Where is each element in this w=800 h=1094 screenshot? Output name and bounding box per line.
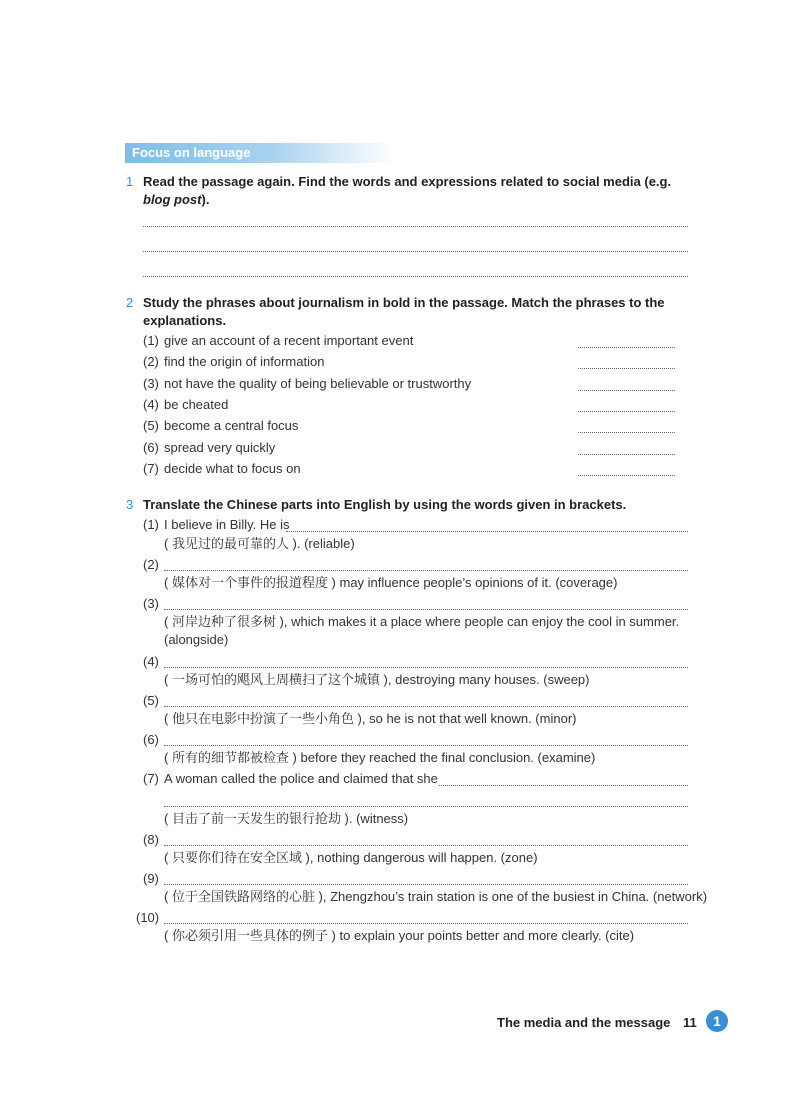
- q2-item-label: (1): [143, 333, 159, 348]
- answer-line-q1-1[interactable]: [143, 226, 688, 227]
- q2-answer-line[interactable]: [578, 347, 675, 348]
- q3-answer-line[interactable]: [164, 745, 688, 746]
- q3-item-lead: I believe in Billy. He is: [164, 517, 290, 532]
- q2-item-text: decide what to focus on: [164, 461, 301, 476]
- q3-answer-line[interactable]: [439, 785, 688, 786]
- question-1-text: [143, 173, 688, 209]
- q2-answer-line[interactable]: [578, 411, 675, 412]
- q3-item-label: (2): [143, 557, 159, 572]
- q2-item-label: (4): [143, 397, 159, 412]
- q2-item-text: spread very quickly: [164, 440, 276, 455]
- page-number: 11: [683, 1015, 697, 1030]
- q3-answer-line[interactable]: [286, 531, 688, 532]
- q2-item-label: (6): [143, 440, 159, 455]
- q2-item-label: (5): [143, 418, 159, 433]
- q3-answer-line[interactable]: [164, 667, 688, 668]
- section-title: Focus on language: [132, 145, 251, 160]
- q3-item-label: (1): [143, 517, 159, 532]
- q3-item-label: (7): [143, 771, 159, 786]
- q3-answer-line[interactable]: [164, 806, 688, 807]
- q3-item-label: (4): [143, 654, 159, 669]
- q3-hint: ( 所有的细节都被检查 ) before they reached the final conclusion. (examine): [164, 750, 596, 765]
- question-1-text-end: ).: [201, 192, 210, 207]
- q3-answer-line[interactable]: [164, 923, 688, 924]
- q2-item-label: (2): [143, 354, 159, 369]
- q3-item-label: (10): [136, 910, 160, 925]
- answer-line-q1-3[interactable]: [143, 276, 688, 277]
- q3-hint-continued: (alongside): [164, 632, 229, 647]
- q3-hint: ( 一场可怕的飓风上周横扫了这个城镇 ), destroying many houses. (sweep): [164, 672, 590, 687]
- q3-hint: ( 只要你们待在安全区域 ), nothing dangerous will happen. (zone): [164, 850, 538, 865]
- question-2-text: Study the phrases about journalism in bold in the passage. Match the phrases to the explanations.: [143, 295, 665, 328]
- q3-answer-line[interactable]: [164, 609, 688, 610]
- q3-answer-line[interactable]: [164, 570, 688, 571]
- q2-item-text: find the origin of information: [164, 354, 325, 369]
- q3-hint: ( 他只在电影中扮演了一些小角色 ), so he is not that well known. (minor): [164, 711, 577, 726]
- q3-item-label: (3): [143, 596, 159, 611]
- q3-item-label: (9): [143, 871, 159, 886]
- unit-badge: 1: [706, 1010, 728, 1032]
- question-1-text-a: Read the passage again. Find the words and expressions related to social media (e.g.: [143, 174, 672, 189]
- q3-hint: ( 你必须引用一些具体的例子 ) to explain your points better and more clearly. (cite): [164, 928, 635, 943]
- q2-item-label: (3): [143, 376, 159, 391]
- question-1-number: 1: [126, 174, 134, 189]
- q2-answer-line[interactable]: [578, 454, 675, 455]
- q3-answer-line[interactable]: [164, 845, 688, 846]
- q3-item-lead: A woman called the police and claimed that she: [164, 771, 438, 786]
- q2-item-label: (7): [143, 461, 159, 476]
- q2-item-text: not have the quality of being believable or trustworthy: [164, 376, 472, 391]
- q3-hint: ( 我见过的最可靠的人 ). (reliable): [164, 536, 355, 551]
- footer-unit-title: The media and the message: [497, 1015, 671, 1030]
- q2-answer-line[interactable]: [578, 432, 675, 433]
- answer-line-q1-2[interactable]: [143, 251, 688, 252]
- q2-answer-line[interactable]: [578, 368, 675, 369]
- q3-item-label: (8): [143, 832, 159, 847]
- question-3-number: 3: [126, 497, 134, 512]
- question-3-text: Translate the Chinese parts into English by using the words given in brackets.: [143, 497, 627, 512]
- q3-hint: ( 位于全国铁路网络的心脏 ), Zhengzhou’s train station is one of the busiest in China. (network): [164, 889, 708, 904]
- q3-answer-line[interactable]: [164, 884, 688, 885]
- q3-hint: ( 河岸边种了很多树 ), which makes it a place where people can enjoy the cool in summer.: [164, 614, 680, 629]
- q2-item-text: be cheated: [164, 397, 229, 412]
- q2-item-text: give an account of a recent important event: [164, 333, 414, 348]
- q2-answer-line[interactable]: [578, 475, 675, 476]
- section-banner: [125, 143, 395, 163]
- q2-answer-line[interactable]: [578, 390, 675, 391]
- q3-answer-line[interactable]: [164, 706, 688, 707]
- q3-item-label: (5): [143, 693, 159, 708]
- q3-item-label: (6): [143, 732, 159, 747]
- q3-hint: ( 目击了前一天发生的银行抢劫 ). (witness): [164, 811, 409, 826]
- q3-hint: ( 媒体对一个事件的报道程度 ) may influence people’s opinions of it. (coverage): [164, 575, 618, 590]
- question-1-example: blog post: [143, 192, 202, 207]
- q2-item-text: become a central focus: [164, 418, 299, 433]
- question-2-number: 2: [126, 295, 134, 310]
